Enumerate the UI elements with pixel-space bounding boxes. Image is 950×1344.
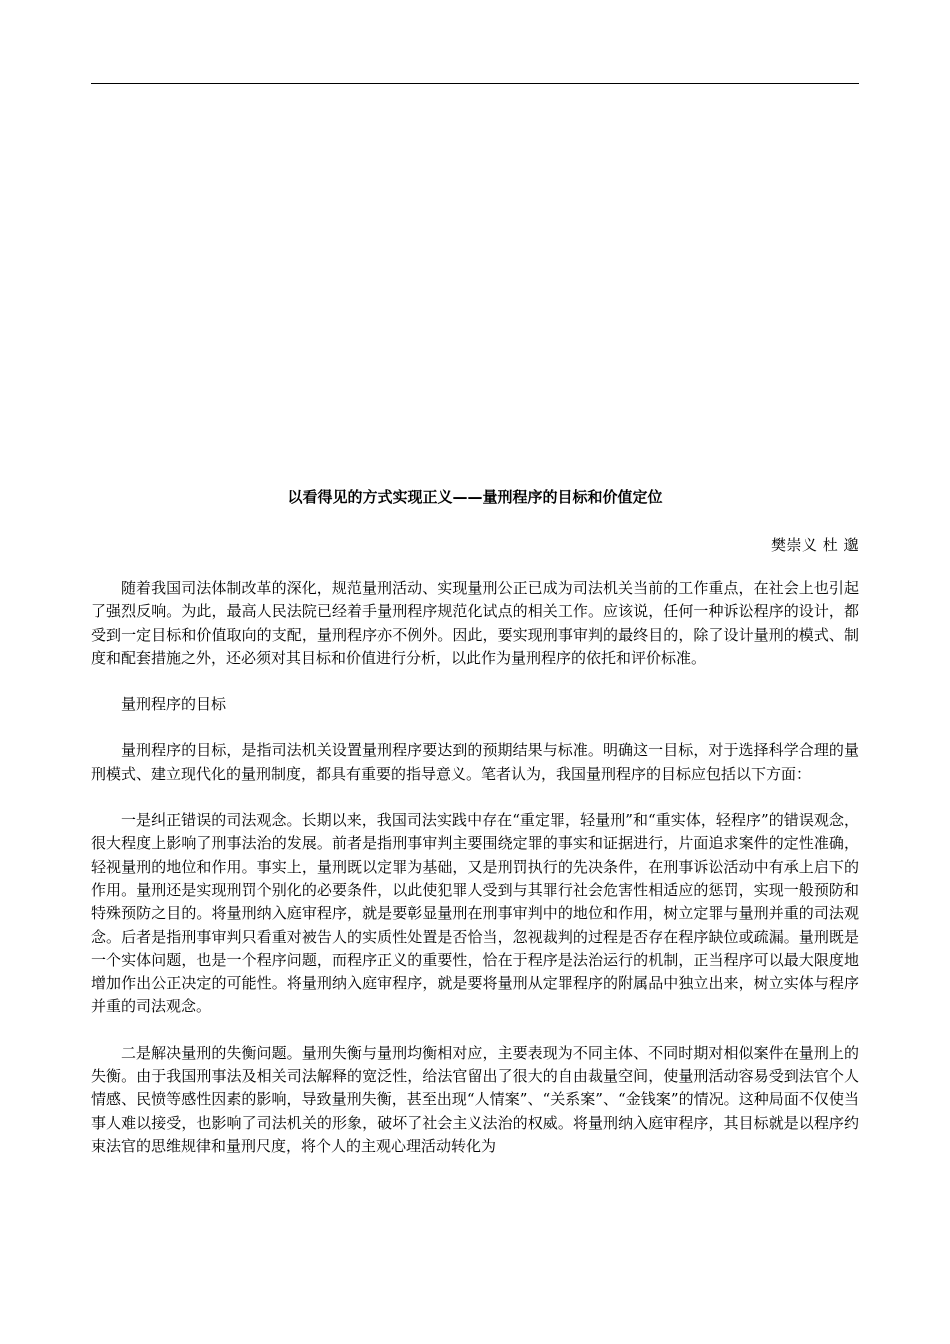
paragraph-intro: 随着我国司法体制改革的深化，规范量刑活动、实现量刑公正已成为司法机关当前的工作重点，在社会上也引起了强烈反响。为此，最高人民法院已经着手量刑程序规范化试点的相关工作。应该说，任何一种诉讼程序的设计，都受到一定目标和价值取向的支配，量刑程序亦不例外。因此，要实现刑事审判的最终目的，除了设计量刑的模式、制度和配套措施之外，还必须对其目标和价值进行分析，以此作为量刑程序的依托和评价标准。 bbox=[91, 579, 859, 667]
article-title: 以看得见的方式实现正义——量刑程序的目标和价值定位 bbox=[287, 488, 663, 506]
paragraph-goal-definition: 量刑程序的目标，是指司法机关设置量刑程序要达到的预期结果与标准。明确这一目标，对于选择科学合理的量刑模式、建立现代化的量刑制度，都具有重要的指导意义。笔者认为，我国量刑程序的目标应包括以下方面： bbox=[91, 741, 859, 783]
paragraph-point-one: 一是纠正错误的司法观念。长期以来，我国司法实践中存在“重定罪，轻量刑”和“重实体，轻程序”的错误观念，很大程度上影响了刑事法治的发展。前者是指刑事审判主要围绕定罪的事实和证据进行，片面追求案件的定性准确，轻视量刑的地位和作用。事实上，量刑既以定罪为基础，又是刑罚执行的先决条件，在刑事诉讼活动中有承上启下的作用。量刑还是实现刑罚个别化的必要条件，以此使犯罪人受到与其罪行社会危害性相适应的惩罚，实现一般预防和特殊预防之目的。将量刑纳入庭审程序，就是要彰显量刑在刑事审判中的地位和作用，树立定罪与量刑并重的司法观念。后者是指刑事审判只看重对被告人的实质性处置是否恰当，忽视裁判的过程是否存在程序缺位或疏漏。量刑既是一个实体问题，也是一个程序问题，而程序正义的重要性，恰在于程序是法治运行的机制，正当程序可以最大限度地增加作出公正决定的可能性。将量刑纳入庭审程序，就是要将量刑从定罪程序的附属品中独立出来，树立实体与程序并重的司法观念。 bbox=[91, 811, 859, 1016]
article-authors: 樊崇义 杜 邈 bbox=[770, 536, 859, 554]
header-rule bbox=[91, 83, 859, 84]
paragraph-point-two: 二是解决量刑的失衡问题。量刑失衡与量刑均衡相对应，主要表现为不同主体、不同时期对相似案件在量刑上的失衡。由于我国刑事法及相关司法解释的宽泛性，给法官留出了很大的自由裁量空间，使量刑活动容易受到法官个人情感、民愤等感性因素的影响，导致量刑失衡，甚至出现“人情案”、“关系案”、“金钱案”的情况。这种局面不仅使当事人难以接受，也影响了司法机关的形象，破坏了社会主义法治的权威。将量刑纳入庭审程序，其目标就是以程序约束法官的思维规律和量刑尺度，将个人的主观心理活动转化为 bbox=[91, 1043, 859, 1155]
article-body bbox=[91, 577, 859, 1181]
section-heading: 量刑程序的目标 bbox=[121, 695, 227, 714]
